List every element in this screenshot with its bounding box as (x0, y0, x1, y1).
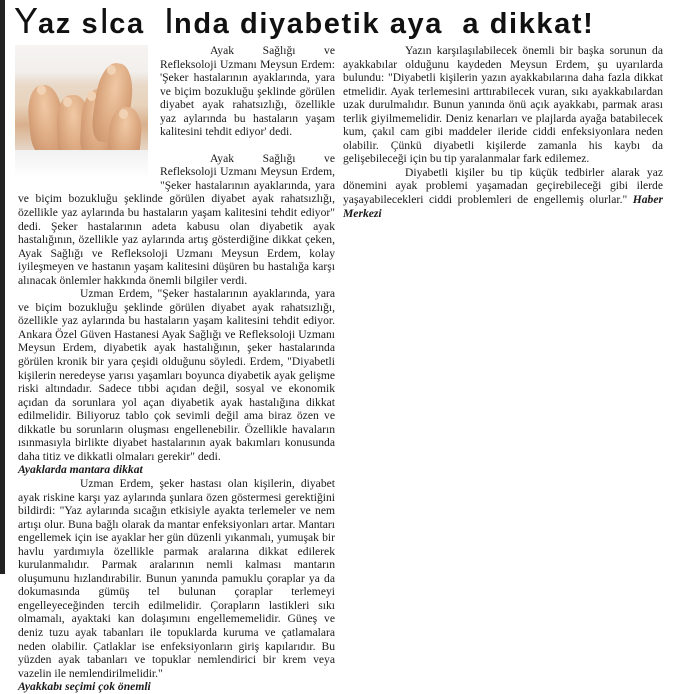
paragraph: Uzman Erdem, "Şeker hastalarının ayaklarında, yara ve biçim bozukluğu şeklinde görülen diyabet ayak rahatsızlığı, özellikle yaz aylarında bu hastaların yaşam kalitesini tehdit ediyor. Ankara Özel Güven Hastanesi Ayak Sağlığı ve Refleksoloji Uzmanı Meysun Erdem, diyabetik ayak hastalığının, şeker hastalarında görülen kronik bir yara çeşidi olduğunu söyledi. Erdem, "Diyabetli kişilerin neredeyse yarısı yaşamları boyunca diyabetik ayak gelişme riski altındadır. Sadece tıbbi açıdan değil, sosyal ve ekonomik açıdan da sorunlara yol açan diyabetik ayak hastalığına dikkat edilmelidir. Biliyoruz tablo çok sevimli değil ama biraz özen ve dikkatle bu sorunların oluşması engellenebilir. Özellikle havaların ısınmasıyla birlikte diyabet hastalarının ayak bakımları konusunda daha titiz ve dikkatli olmaları gerekir" dedi. (18, 287, 335, 463)
paragraph: Uzman Erdem, şeker hastası olan kişilerin, diyabet ayak riskine karşı yaz aylarında şunlara özen göstermesi gerektiğini bildirdi: "Yaz aylarında sıcağın etkisiyle ayakta terlemeler ve nem artışı olur. Buna bağlı olarak da mantar enfeksiyonları artar. Mantarı engellemek için ise ayaklar her gün düzenli yıkanmalı, yumuşak bir havlu yardımıyla özellikle parmak aralarına dikkat edilerek kurulanmalıdır. Parmak aralarının nemli kalması mantarın oluşumunu hızlandırabilir. Bunun yanında pamuklu çoraplar ya da dokumasında gümüş tel bulunan çoraplar terlemeyi engelleyeceğinden tercih edilmelidir. Çorapların lastikleri sıkı olmamalı, ayaktaki kan dolaşımını engellememelidir. Güneş ve deniz tuzu ayak tabanları ile topuklarda kuruma ve çatlamalara neden olabilir. Çatlaklar ise enfeksiyonların giriş kapılarıdır. Bu yüzden ayak tabanları ve topuklar nemlendirici bir krem veya vazelin ile nemlendirilmelidir." (18, 476, 335, 680)
paragraph: Yazın karşılaşılabilecek önemli bir başka sorunun da ayakkabılar olduğunu kaydeden Meysun Erdem, şu uyarılarda bulundu: "Diyabetli kişilerin yazın ayakkabılarına daha fazla dikkat etmelidir. Ayak terlemesini arttırabilecek vuran, sıkı ayakkabılardan uzak durulmalıdır. Bunun yanında önü açık ayakkabı, parmak arası terlik giyilmemelidir. Deniz kenarları ve plajlarda ayağa batabilecek kum, çakıl cam gibi maddeler ileride ciddi enfeksiyonlara neden olabilir. Çünkü diyabetli kişilerde zamanla his kaybı da gelişebileceği için bu tip yaralanmalar fark edilemez. (343, 44, 663, 166)
headline-fragment: ca (109, 8, 165, 40)
left-column (18, 44, 335, 694)
paragraph-text: Diyabetli kişiler bu tip küçük tedbirler alarak yaz dönemini ayak problemi yaşamadan geçirebileceği gibi ilerde yaşayabilecekleri ciddi problemleri de engellemiş olurlar." (343, 165, 663, 207)
headline-initial: I (164, 0, 175, 41)
headline-fragment: nda diyabetik aya a dikkat! (174, 8, 595, 40)
headline-initial: I (99, 0, 110, 41)
feet-photo (15, 45, 148, 178)
right-column (343, 44, 663, 220)
headline-fragment: az s (38, 8, 100, 40)
paragraph: Ayak Sağlığı ve Refleksoloji Uzmanı Meysun Erdem: 'Şeker hastalarının ayaklarında, yara ve biçim bozukluğu şeklinde görülen diyabet ayak rahatsızlığı, özellikle yaz aylarında bu hastaların yaşam kalitesini tehdit ediyor' dedi. (160, 44, 335, 139)
section-subheading: Ayaklarda mantara dikkat (18, 463, 143, 477)
paragraph (343, 166, 663, 220)
section-subheading: Ayakkabı seçimi çok önemli (18, 680, 151, 694)
page-edge-bar (0, 0, 5, 574)
paragraph: Ayak Sağlığı ve Refleksoloji Uzmanı Meysun Erdem, "Şeker hastalarının ayaklarında, yara ve biçim bozukluğu şeklinde görülen diyabet ayak rahatsızlığı, özellikle yaz aylarında bu hastaların yaşam kalitesini tehdit ediyor" dedi. Şeker hastalarının adeta kabusu olan diyabetik ayak hastalığının, özellikle yaz aylarında artış gösterdiğine dikkat çeken, Ayak Sağlığı ve Refleksoloji Uzmanı Meysun Erdem, kolay iyileşmeyen ve hastanın yaşam kalitesini düşüren bu hastalığa karşı alınacak önlemler hakkında önemli bilgiler verdi. (18, 151, 335, 287)
article-headline (14, 0, 693, 42)
byline: Haber Merkezi (343, 193, 663, 220)
headline-initial: Y (14, 0, 39, 41)
